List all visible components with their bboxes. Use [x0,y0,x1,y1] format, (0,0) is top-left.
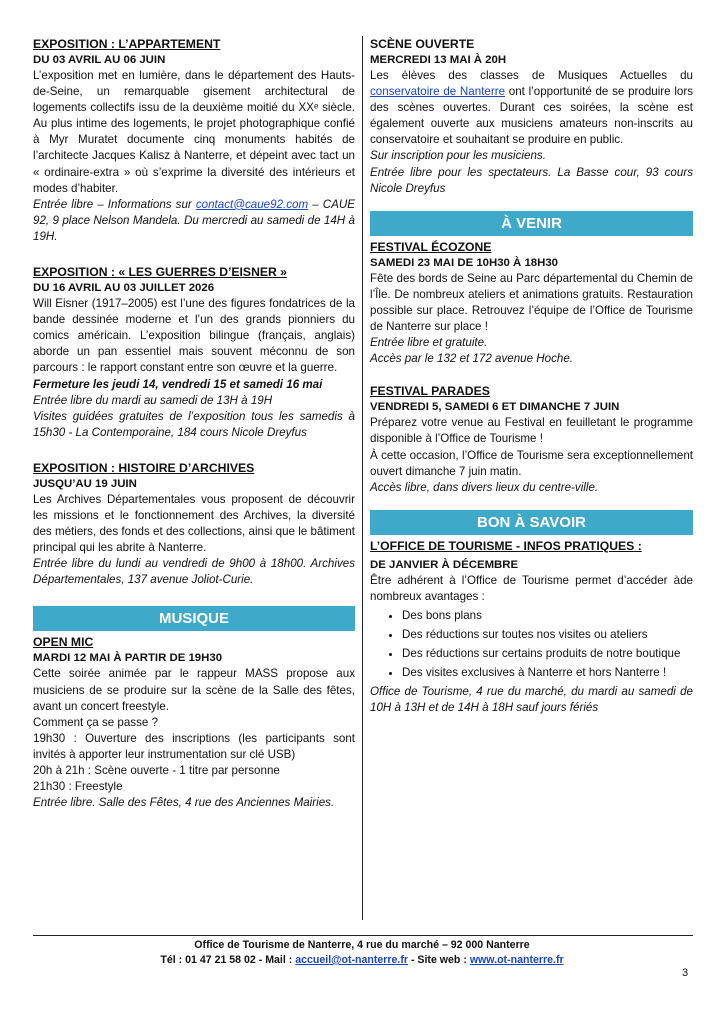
section-note: Sur inscription pour les musiciens. [370,149,546,163]
section-info: Entrée libre et gratuite. [370,336,488,350]
avenir-banner: À VENIR [370,211,693,236]
section-body: Cette soirée animée par le rappeur MASS propose aux musiciens de se produire sur la scène de la Salle des fêtes, avant un concert freestyle. [33,667,355,713]
section-date: DE JANVIER À DÉCEMBRE [370,558,519,571]
list-item: • Des bons plans [402,608,693,624]
musique-banner: MUSIQUE [33,606,355,631]
scene-ouverte [370,36,693,197]
info-prefix: Entrée libre – Informations sur [33,197,196,211]
section-title: OPEN MIC [33,635,94,650]
section-title: EXPOSITION : HISTOIRE D’ARCHIVES [33,460,255,475]
section-body: Will Eisner (1917–2005) est l’une des figures fondatrices de la bande dessinée moderne et l’un des grands pionniers du comics américain. L’exposition bilingue (français, anglais) aborde un pan essentiel mais souvent méconnu de son parcours : le rapport constant entre son œuvre et la guerre. [33,297,355,375]
section-date: MARDI 12 MAI À PARTIR DE 19H30 [33,652,223,665]
closure-notice: Fermeture les jeudi 14, vendredi 15 et samedi 16 mai [33,377,323,391]
footer-contact [0,953,724,968]
contact-email-link[interactable]: contact@caue92.com [195,197,309,211]
section-info: Entrée libre du lundi au vendredi de 9h00 à 18h00. Archives Départementales, 137 avenue Joliot-Curie. [33,557,355,587]
section-title: SCÈNE OUVERTE [370,37,475,51]
office-infos [370,538,693,717]
section-info: Accès libre, dans divers lieux du centre-ville. [370,480,599,494]
section-title: FESTIVAL ÉCOZONE [370,239,492,254]
list-item: • Des réductions sur certains produits de notre boutique [402,646,693,662]
body-prefix: Les élèves des classes de Musiques Actuelles du [370,69,693,82]
footer-divider [33,935,693,936]
body-suffix: ont l’opportunité de se produire lors des scènes ouvertes. Durant ces soirées, la scène est également ouverte aux musiciens amateurs non-inscrits au conservatoire et souhaitant se produire en public. [370,85,694,147]
schedule-step: 21h30 : Freestyle [33,780,123,794]
footer-address: Office de Tourisme de Nanterre, 4 rue du marché – 92 000 Nanterre [194,939,530,951]
festival-ecozone [370,239,693,368]
section-body: Fête des bords de Seine au Parc départemental du Chemin de l’Île. De nombreux ateliers et animations gratuits. Restauration possible sur place. Retrouvez l’équipe de l’Office de Tourisme de Nanterre sur place ! [370,271,693,334]
footer [0,938,724,968]
open-mic [33,634,355,811]
section-info: Accès par le 132 et 172 avenue Hoche. [370,352,574,366]
section-info: Office de Tourisme, 4 rue du marché, du mardi au samedi de 10H à 13H et de 14H à 18H sauf jours fériés [370,685,693,715]
expo-eisner [33,264,355,441]
section-date: MERCREDI 13 MAI À 20H [370,54,507,66]
benefits-list [370,608,693,681]
right-column [370,36,693,717]
section-info [33,197,355,245]
section-title: L’OFFICE DE TOURISME - INFOS PRATIQUES : [370,538,642,553]
section-date: DU 16 AVRIL AU 03 JUILLET 2026 [33,282,215,295]
left-column [33,36,355,811]
column-divider [362,36,363,920]
page-number: 3 [682,967,689,979]
section-title: EXPOSITION : « LES GUERRES D’EISNER » [33,265,287,280]
footer-web-link[interactable]: www.ot-nanterre.fr [469,954,564,966]
schedule-step: 19h30 : Ouverture des inscriptions (les participants sont invités à apporter leur instrumentation sur clé USB) [33,731,355,761]
list-item: • Des visites exclusives à Nanterre et hors Nanterre ! [402,665,693,681]
section-date: VENDREDI 5, SAMEDI 6 ET DIMANCHE 7 JUIN [370,401,620,414]
section-info: Entrée libre pour les spectateurs. La Basse cour, 93 cours Nicole Dreyfus [370,165,693,195]
info-suffix: – CAUE 92, 9 place Nelson Mandela. Du mercredi au samedi de 14H à 19H. [33,197,355,243]
conservatoire-link[interactable]: conservatoire de Nanterre [370,85,506,99]
section-question: Comment ça se passe ? [33,715,159,729]
section-body: Les Archives Départementales vous proposent de découvrir les missions et le fonctionnement des Archives, la diversité des métiers, des fonds et des collections, ainsi que le bâtiment principal qui les abrite à Nanterre. [33,492,355,555]
section-body: À cette occasion, l’Office de Tourisme sera exceptionnellement ouvert dimanche 7 juin matin. [370,448,693,478]
guided-tours: Visites guidées gratuites de l’exposition tous les samedis à 15h30 - La Contemporaine, 184 cours Nicole Dreyfus [33,409,355,439]
footer-web-label: - Site web : [408,954,470,966]
expo-archives [33,460,355,589]
list-item: • Des réductions sur toutes nos visites ou ateliers [402,627,693,643]
section-title: FESTIVAL PARADES [370,384,490,399]
festival-parades [370,383,693,495]
section-body: Être adhérent à l’Office de Tourisme permet d’accéder àde nombreux avantages : [370,573,693,603]
footer-tel: Tél : 01 47 21 58 02 - Mail : [160,954,296,966]
section-body: L’exposition met en lumière, dans le département des Hauts-de-Seine, un remarquable gisement architectural de logements collectifs issu de la deuxième moitié du XXᵉ siècle. Au plus intime des logements, le projet photographique confié à Myr Muratet documente cinq monuments habités de l’architecte Jacques Kalisz à Nanterre, et dépeint avec tact un « ordinaire-extra » où s’exprime la diversité des intérieurs et modes d’habiter. [33,69,355,195]
section-body [370,68,693,148]
section-date: JUSQU’AU 19 JUIN [33,477,137,490]
expo-appartement [33,36,355,245]
footer-mail-link[interactable]: accueil@ot-nanterre.fr [295,954,408,966]
section-info: Entrée libre. Salle des Fêtes, 4 rue des Anciennes Mairies. [33,796,335,810]
bon-a-savoir-banner: BON À SAVOIR [370,510,693,535]
schedule-step: 20h à 21h : Scène ouverte - 1 titre par personne [33,764,280,777]
section-title: EXPOSITION : L’APPARTEMENT [33,37,221,51]
section-date: DU 03 AVRIL AU 06 JUIN [33,54,166,66]
section-body: Préparez votre venue au Festival en feuilletant le programme disponible à l’Office de Tourisme ! [370,416,693,446]
section-date: SAMEDI 23 MAI DE 10H30 À 18H30 [370,256,559,269]
opening-hours: Entrée libre du mardi au samedi de 13H à 19H [33,393,273,407]
